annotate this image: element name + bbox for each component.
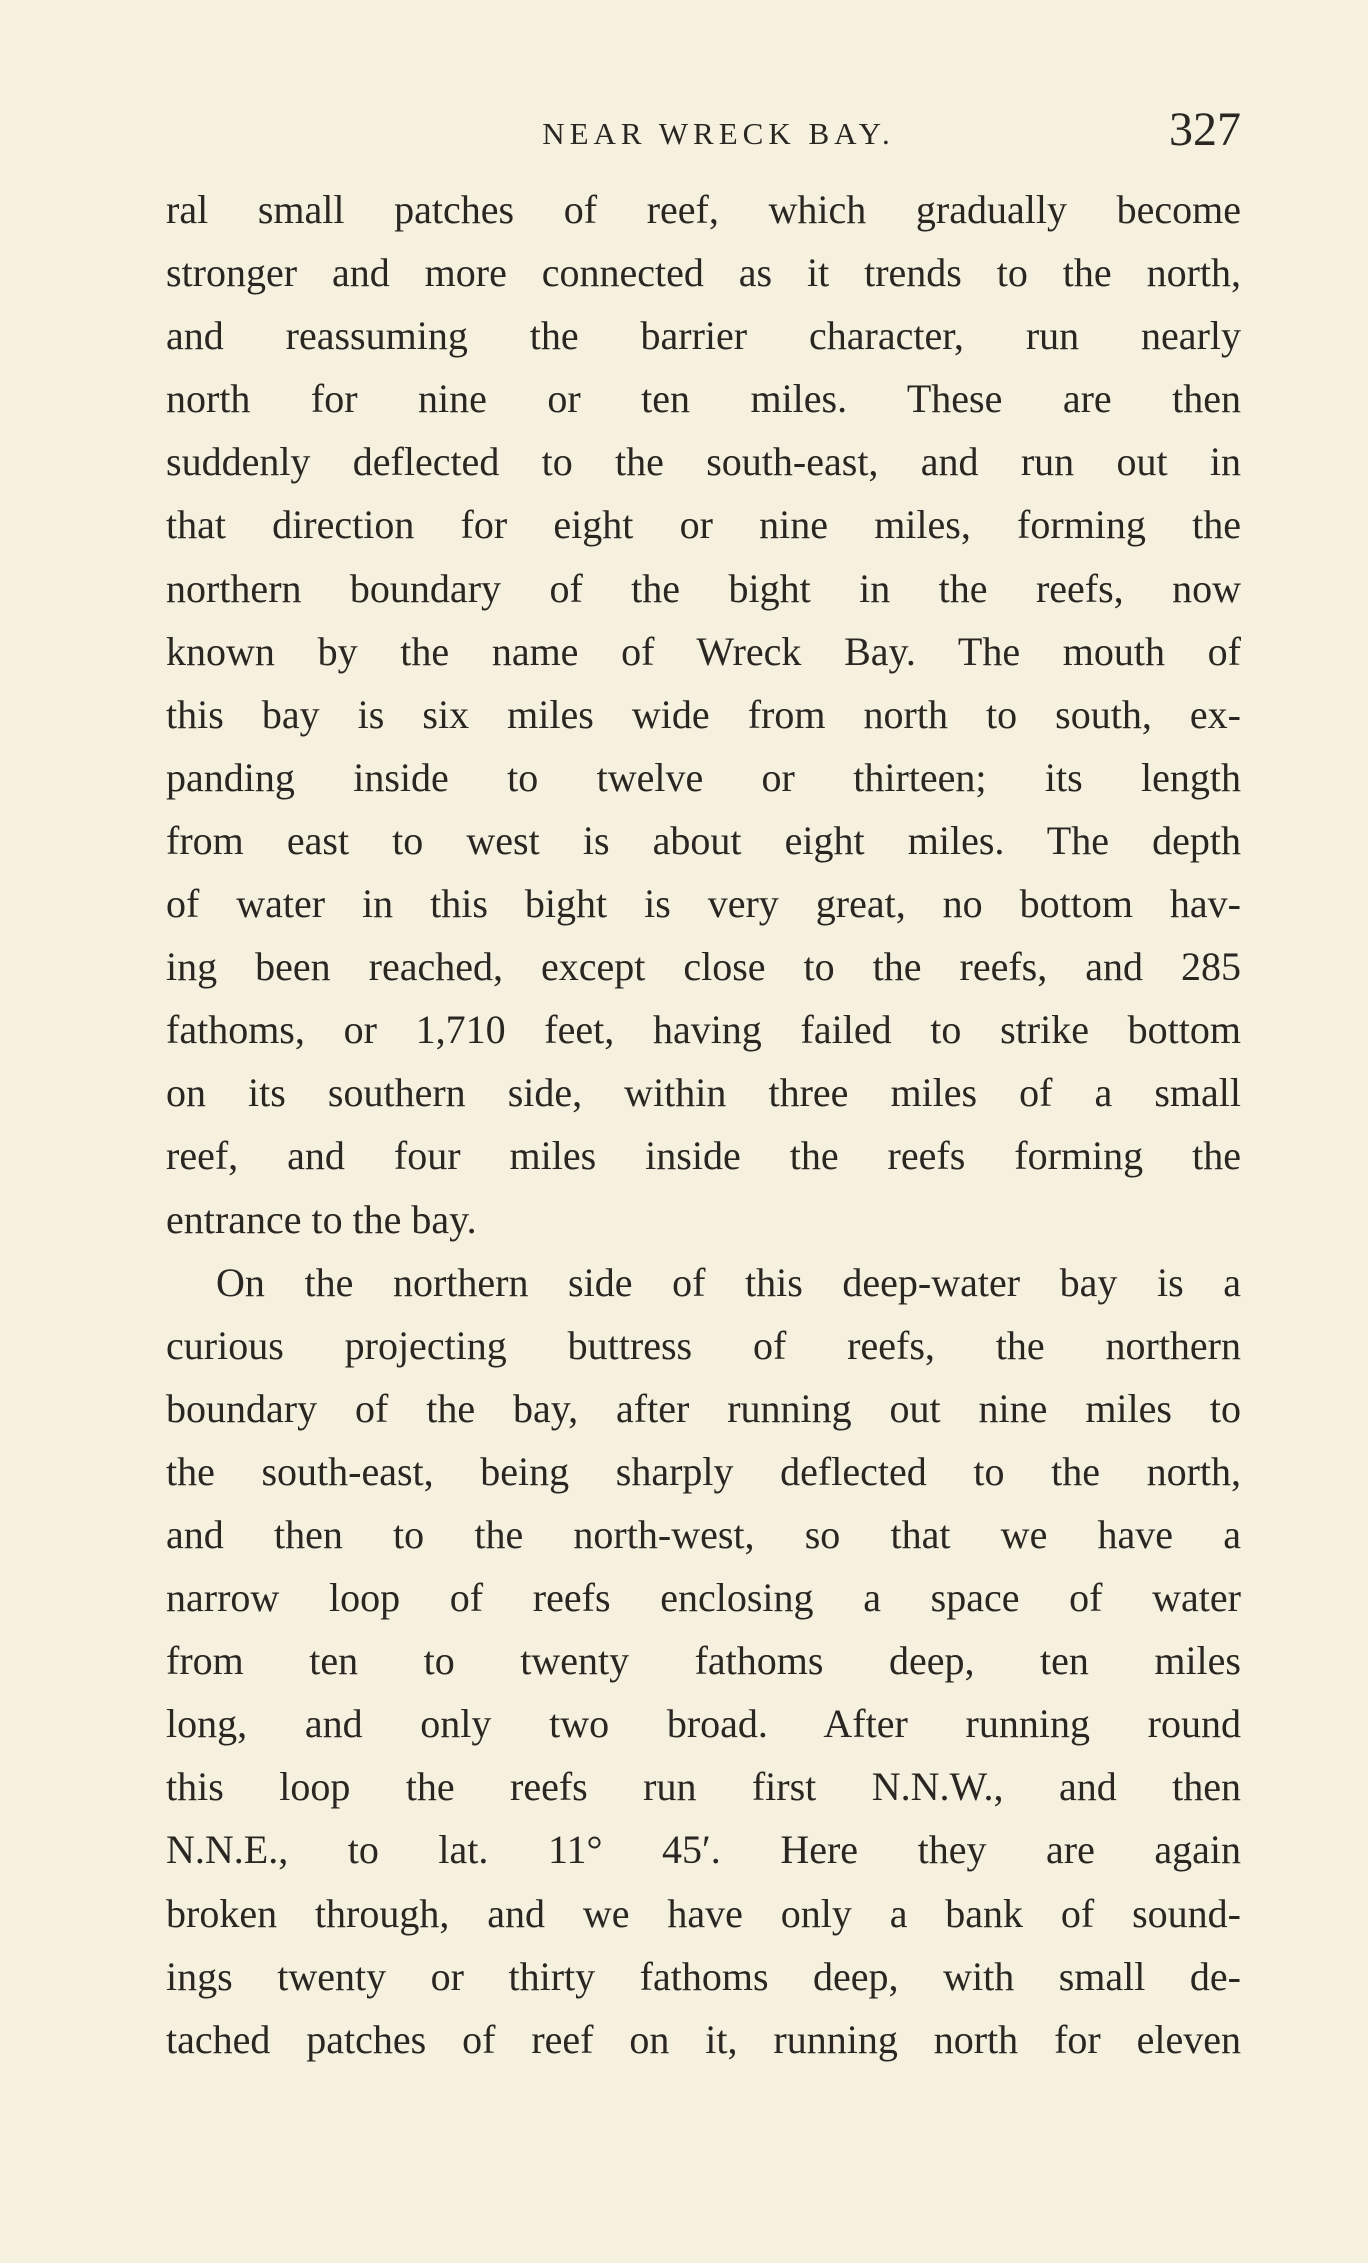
text-line: from east to west is about eight miles. The depth [166, 817, 1241, 863]
text-line: of water in this bight is very great, no bottom hav- [166, 881, 1241, 927]
text-line: narrow loop of reefs enclosing a space of water [166, 1575, 1241, 1621]
text-line: that direction for eight or nine miles, forming the [166, 502, 1241, 548]
text-line: ing been reached, except close to the reefs, and 285 [166, 944, 1241, 990]
text-line: on its southern side, within three miles of a small [166, 1070, 1241, 1116]
text-line: this loop the reefs run first N.N.W., and then [166, 1764, 1241, 1810]
text-line: and reassuming the barrier character, run nearly [166, 313, 1241, 359]
text-line: panding inside to twelve or thirteen; its length [166, 754, 1241, 800]
page-number: 327 [1169, 103, 1241, 156]
text-line: north for nine or ten miles. These are then [166, 376, 1241, 422]
text-line: the south-east, being sharply deflected to the north, [166, 1448, 1241, 1494]
text-line: long, and only two broad. After running round [166, 1701, 1241, 1747]
paragraph-start-line: On the northern side of this deep-water bay is a [216, 1259, 1241, 1305]
running-head: NEAR WRECK BAY. [542, 116, 895, 151]
text-line: reef, and four miles inside the reefs forming the [166, 1133, 1241, 1179]
text-line: fathoms, or 1,710 feet, having failed to strike bottom [166, 1007, 1241, 1053]
text-line: N.N.E., to lat. 11° 45′. Here they are again [166, 1827, 1241, 1873]
text-line: broken through, and we have only a bank of sound- [166, 1890, 1241, 1936]
text-line: from ten to twenty fathoms deep, ten miles [166, 1638, 1241, 1684]
paragraph-end-line: entrance to the bay. [166, 1196, 477, 1242]
text-line: this bay is six miles wide from north to south, ex- [166, 691, 1241, 737]
text-line: tached patches of reef on it, running north for eleven [166, 2016, 1241, 2062]
text-line: known by the name of Wreck Bay. The mouth of [166, 628, 1241, 674]
text-line: stronger and more connected as it trends to the north, [166, 250, 1241, 296]
text-line: curious projecting buttress of reefs, the northern [166, 1322, 1241, 1368]
text-line: boundary of the bay, after running out nine miles to [166, 1385, 1241, 1431]
text-line: ral small patches of reef, which gradually become [166, 187, 1241, 232]
text-line: and then to the north-west, so that we have a [166, 1511, 1241, 1557]
text-line: northern boundary of the bight in the reefs, now [166, 565, 1241, 611]
body-text [166, 178, 1241, 2071]
text-line: suddenly deflected to the south-east, and run out in [166, 439, 1241, 485]
page-header [166, 100, 1241, 160]
text-line: ings twenty or thirty fathoms deep, with small de- [166, 1953, 1241, 1999]
